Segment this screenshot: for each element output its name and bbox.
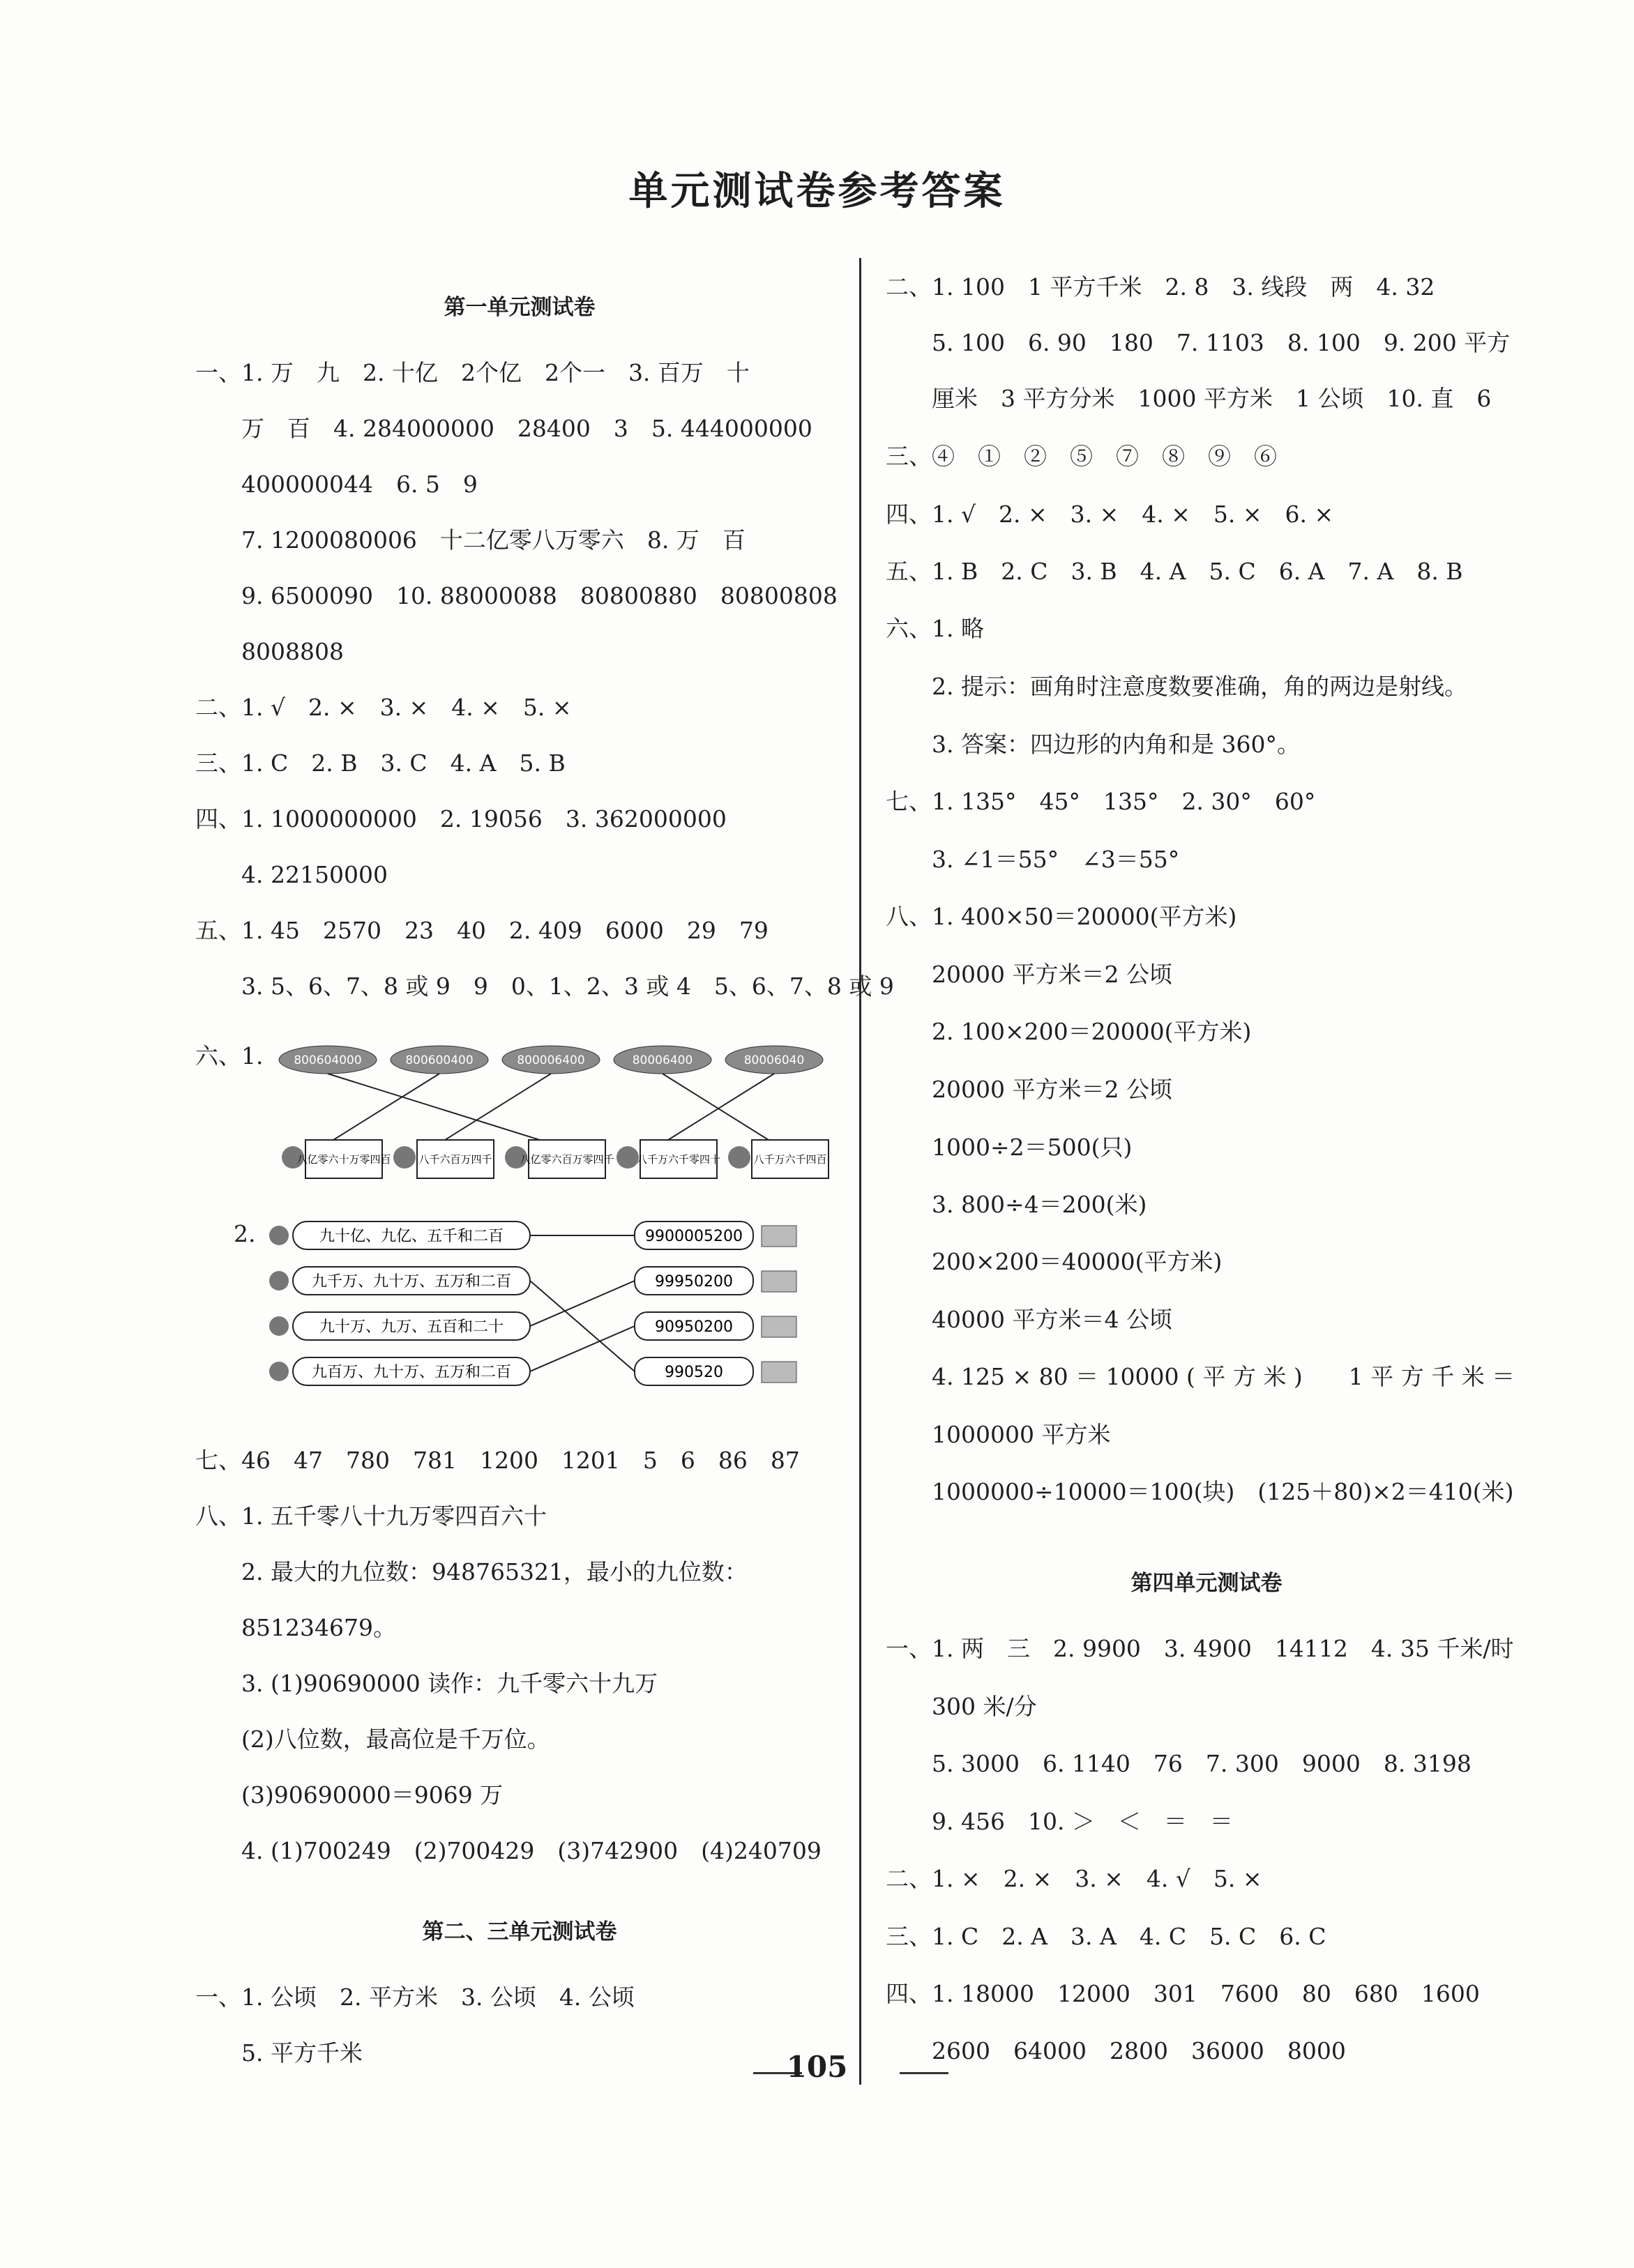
answer-line: 851234679。 — [195, 1614, 396, 1641]
cloud-1 — [391, 1046, 488, 1074]
answer-line: 厘米 3 平方分米 1000 平方米 1 公顷 10. 直 6 — [886, 385, 1492, 412]
answer-line: 二、1. × 2. × 3. × 4. √ 5. × — [886, 1865, 1262, 1892]
answer-line: 7. 1200080006 十二亿零八万零六 8. 万 百 — [195, 526, 746, 554]
answer-line: 5. 平方千米 — [195, 2039, 363, 2067]
num-label: 90950200 — [655, 1318, 733, 1336]
answer-line: 三、④ ① ② ⑤ ⑦ ⑧ ⑨ ⑥ — [886, 443, 1277, 470]
number-description-matching-figure — [265, 1213, 837, 1422]
cloud-4 — [725, 1046, 823, 1074]
bird-icon — [393, 1146, 416, 1169]
bird-icon — [269, 1271, 289, 1291]
question-6-2-label: 2. — [234, 1220, 256, 1247]
page-number-dash-right — [900, 2072, 948, 2074]
answer-line: 1000000÷10000＝100(块) (125＋80)×2＝410(米) — [886, 1478, 1514, 1505]
cloud-label: 80006040 — [743, 1053, 805, 1067]
house-icon — [762, 1226, 796, 1247]
answer-line: 9. 6500090 10. 88000088 80800880 80800808 — [195, 582, 838, 609]
bird-box-2 — [505, 1140, 614, 1178]
column-divider — [859, 258, 861, 2085]
answer-line: 5. 100 6. 90 180 7. 1103 8. 100 9. 200 平方 — [886, 329, 1511, 356]
answer-line: 3. 5、6、7、8 或 9 9 0、1、2、3 或 4 5、6、7、8 或 9 — [195, 973, 894, 1000]
bird-icon — [269, 1226, 289, 1245]
bird-box-1 — [393, 1140, 494, 1178]
desc-label: 九千万、九十万、五万和二百 — [311, 1273, 512, 1291]
answer-line: 400000044 6. 5 9 — [195, 471, 478, 498]
answer-line: 七、1. 135° 45° 135° 2. 30° 60° — [886, 788, 1316, 815]
answer-line: 8008808 — [195, 638, 344, 665]
answer-line: 2600 64000 2800 36000 8000 — [886, 2037, 1346, 2064]
bird-box-0 — [282, 1140, 391, 1178]
answer-line: 4. (1)700249 (2)700429 (3)742900 (4)240709 — [195, 1837, 822, 1864]
num-label: 9900005200 — [645, 1228, 743, 1245]
section-title-unit1: 第一单元测试卷 — [444, 295, 596, 320]
answer-line: 三、1. C 2. A 3. A 4. C 5. C 6. C — [886, 1923, 1326, 1950]
answer-line: 4. 22150000 — [195, 861, 388, 888]
cloud-bird-matching-figure — [272, 1039, 844, 1185]
answer-line: (3)90690000＝9069 万 — [195, 1781, 504, 1809]
desc-row-2 — [269, 1312, 530, 1340]
question-6-label: 六、1. — [195, 1042, 264, 1070]
cloud-label: 800600400 — [405, 1053, 474, 1067]
bird-icon — [269, 1316, 289, 1336]
answer-line: 1000÷2＝500(只) — [886, 1134, 1133, 1161]
num-row-2 — [635, 1312, 796, 1340]
cloud-label: 800006400 — [517, 1053, 585, 1067]
answer-line: 二、1. √ 2. × 3. × 4. × 5. × — [195, 694, 572, 721]
answer-line: 一、1. 万 九 2. 十亿 2个亿 2个一 3. 百万 十 — [195, 359, 750, 386]
cloud-label: 80006400 — [632, 1053, 693, 1067]
answer-line: 七、46 47 780 781 1200 1201 5 6 86 87 — [195, 1447, 800, 1474]
bird-label: 八千万六千四百 — [753, 1153, 827, 1166]
section-title-unit4: 第四单元测试卷 — [1130, 1571, 1283, 1596]
answer-line: 一、1. 两 三 2. 9900 3. 4900 14112 4. 35 千米/时 — [886, 1635, 1514, 1662]
num-label: 99950200 — [655, 1273, 733, 1291]
answer-line: 40000 平方米＝4 公顷 — [886, 1306, 1172, 1333]
answer-line: 三、1. C 2. B 3. C 4. A 5. B — [195, 749, 566, 777]
answer-line: 五、1. B 2. C 3. B 4. A 5. C 6. A 7. A 8. B — [886, 558, 1463, 585]
bird-box-4 — [728, 1140, 829, 1178]
house-icon — [762, 1362, 796, 1383]
cloud-label: 800604000 — [294, 1053, 362, 1067]
answer-line: 1000000 平方米 — [886, 1421, 1111, 1448]
answer-line: 20000 平方米＝2 公顷 — [886, 961, 1172, 988]
desc-row-0 — [269, 1221, 530, 1249]
answer-line: 六、1. 略 — [886, 615, 984, 642]
answer-line: 300 米/分 — [886, 1693, 1037, 1720]
house-icon — [762, 1316, 796, 1337]
bird-label: 八亿零六十万零四百 — [296, 1153, 391, 1166]
answer-line: 2. 提示：画角时注意度数要准确，角的两边是射线。 — [886, 673, 1467, 700]
answer-line: 八、1. 400×50＝20000(平方米) — [886, 903, 1237, 930]
answer-line: 2. 最大的九位数：948765321，最小的九位数： — [195, 1558, 748, 1585]
desc-label: 九百万、九十万、五万和二百 — [311, 1364, 512, 1381]
answer-line: 200×200＝40000(平方米) — [886, 1248, 1223, 1275]
bird-label: 八亿零六百万零四千 — [520, 1153, 614, 1166]
cloud-0 — [279, 1046, 377, 1074]
bird-box-3 — [616, 1140, 720, 1178]
num-label: 990520 — [665, 1364, 723, 1381]
answer-line: 3. 答案：四边形的内角和是 360°。 — [886, 731, 1300, 758]
page-title: 单元测试卷参考答案 — [628, 169, 1006, 214]
answer-line: 四、1. √ 2. × 3. × 4. × 5. × 6. × — [886, 501, 1334, 528]
desc-row-1 — [269, 1267, 530, 1295]
answer-line: 9. 456 10. ＞ ＜ ＝ ＝ — [886, 1808, 1233, 1835]
answer-line: 万 百 4. 284000000 28400 3 5. 444000000 — [195, 415, 812, 442]
answer-line: 八、1. 五千零八十九万零四百六十 — [195, 1502, 547, 1530]
page-number: 105 — [786, 2050, 848, 2084]
desc-label: 九十万、九万、五百和二十 — [319, 1318, 504, 1336]
matching-lines — [530, 1235, 635, 1371]
bird-icon — [616, 1146, 639, 1169]
house-icon — [762, 1271, 796, 1292]
bird-icon — [728, 1146, 750, 1169]
answer-line: 3. 800÷4＝200(米) — [886, 1191, 1147, 1218]
answer-line: 一、1. 公顷 2. 平方米 3. 公顷 4. 公顷 — [195, 1984, 635, 2011]
answer-line: 二、1. 100 1 平方千米 2. 8 3. 线段 两 4. 32 — [886, 273, 1435, 300]
answer-line: 5. 3000 6. 1140 76 7. 300 9000 8. 3198 — [886, 1750, 1472, 1777]
answer-line: 五、1. 45 2570 23 40 2. 409 6000 29 79 — [195, 917, 769, 944]
answer-line: 四、1. 1000000000 2. 19056 3. 362000000 — [195, 805, 727, 832]
answer-line: 20000 平方米＝2 公顷 — [886, 1076, 1172, 1103]
num-row-0 — [635, 1221, 796, 1249]
num-row-1 — [635, 1267, 796, 1295]
answer-line: 2. 100×200＝20000(平方米) — [886, 1018, 1252, 1045]
answer-line: (2)八位数，最高位是千万位。 — [195, 1726, 550, 1753]
answer-line: 4. 125 × 80 ＝ 10000 ( 平 方 米 ) 1 平 方 千 米 ＝ — [886, 1363, 1515, 1390]
answer-line: 四、1. 18000 12000 301 7600 80 680 1600 — [886, 1980, 1480, 2007]
cloud-2 — [502, 1046, 600, 1074]
section-title-unit2-3: 第二、三单元测试卷 — [422, 1919, 617, 1944]
matching-lines — [328, 1074, 774, 1143]
bird-label: 八千六百万四千 — [418, 1153, 492, 1166]
answer-line: 3. (1)90690000 读作：九千零六十九万 — [195, 1670, 658, 1697]
num-row-3 — [635, 1357, 796, 1385]
answer-line: 3. ∠1＝55° ∠3＝55° — [886, 846, 1180, 873]
bird-icon — [269, 1362, 289, 1381]
cloud-3 — [614, 1046, 711, 1074]
bird-label: 八千万六千零四十 — [636, 1153, 721, 1166]
desc-label: 九十亿、九亿、五千和二百 — [319, 1228, 504, 1245]
desc-row-3 — [269, 1357, 530, 1385]
